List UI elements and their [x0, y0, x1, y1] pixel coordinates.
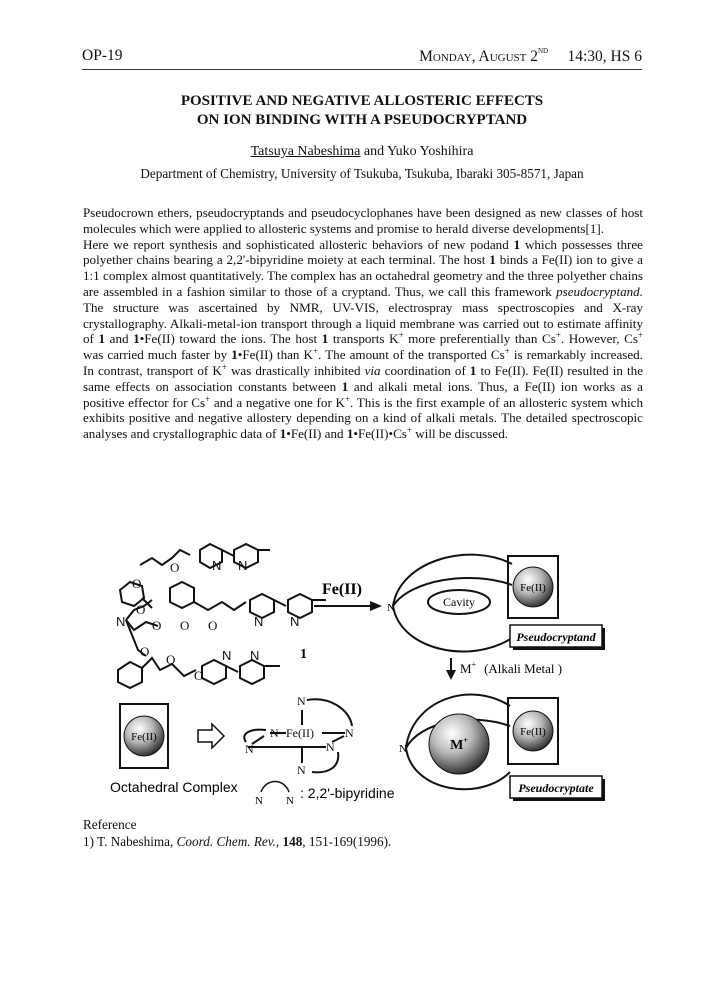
- octahedral-complex-label: Octahedral Complex: [110, 779, 238, 795]
- session-day: Monday, August 2: [419, 48, 538, 65]
- metal-arrow-head-icon: [446, 670, 456, 680]
- atom-n: N: [290, 614, 300, 629]
- metal-sphere-label: M+: [450, 736, 468, 753]
- atom-o: O: [180, 618, 190, 633]
- nitrogen-label: N: [387, 602, 395, 614]
- metal-arrow-label: M+ (Alkali Metal ): [460, 660, 563, 676]
- bipyridine-legend-label: : 2,2'-bipyridine: [300, 785, 395, 801]
- fe-sphere-label: Fe(II): [131, 731, 157, 743]
- atom-n: N: [326, 740, 335, 754]
- atom-o: O: [152, 618, 162, 633]
- scheme-svg: [100, 530, 640, 810]
- atom-o: O: [140, 644, 150, 659]
- open-arrow-icon: [198, 724, 224, 748]
- co-authors: and Yuko Yoshihira: [360, 144, 474, 159]
- page-header: [82, 47, 642, 70]
- octahedral-center-label: Fe(II): [286, 726, 314, 740]
- atom-o: O: [166, 652, 176, 667]
- atom-n: N: [345, 726, 354, 740]
- atom-n: N: [270, 726, 279, 740]
- pseudocryptand-label: Pseudocryptand: [516, 630, 596, 644]
- atom-o: O: [194, 668, 204, 683]
- atom-n: N: [222, 648, 232, 663]
- fe-sphere-label: Fe(II): [520, 582, 546, 594]
- title-line-2: ON ION BINDING WITH A PSEUDOCRYPTAND: [196, 112, 528, 128]
- fe-sphere-label: Fe(II): [520, 726, 546, 738]
- affiliation: Department of Chemistry, University of Tsukuba, Tsukuba, Ibaraki 305-8571, Japan: [140, 166, 584, 181]
- session-time: [419, 47, 642, 66]
- atom-o: O: [170, 560, 180, 575]
- atom-n: N: [212, 558, 222, 573]
- bipy-n-left: N: [255, 795, 263, 807]
- reference-heading: Reference: [83, 817, 137, 832]
- bipy-n-right: N: [286, 795, 294, 807]
- scheme-figure: [100, 530, 640, 810]
- abstract-paragraph-1: Pseudocrown ethers, pseudocryptands and pseudocyclophanes have been designed as new classes of host molecules which were applied to allosteric systems and promise to herald diverse developments[1].: [83, 205, 643, 236]
- pseudocryptate-label: Pseudocryptate: [518, 781, 594, 795]
- reaction-reagent-label: Fe(II): [322, 581, 362, 598]
- abstract: [83, 205, 643, 442]
- reference-item: 1) T. Nabeshima, Coord. Chem. Rev., 148, 151-169(1996).: [83, 834, 392, 849]
- atom-n: N: [297, 763, 306, 777]
- session-code: OP-19: [82, 47, 123, 64]
- atom-n: N: [238, 558, 248, 573]
- time-room: 14:30, HS 6: [567, 48, 642, 65]
- reaction-arrow-head-icon: [370, 601, 382, 611]
- atom-n: N: [116, 614, 126, 629]
- title-line-1: POSITIVE AND NEGATIVE ALLOSTERIC EFFECTS: [180, 93, 544, 109]
- atom-n: N: [250, 648, 260, 663]
- cavity-label: Cavity: [443, 595, 475, 609]
- compound-number: 1: [300, 647, 307, 662]
- abstract-paragraph-2: Here we report synthesis and sophisticated allosteric behaviors of new podand 1 which possesses three polyether chains bearing a 2,2'-bipyridine moiety at each terminal. The host 1 binds a Fe(II) ion to give a 1:1 complex almost quantitatively. The complex has an octahedral geometry and the three polyether chains are assembled in a fashion similar to those of a cryptand. Thus, we call this framework pseudocryptand. The structure was ascertained by NMR, UV-VIS, electrospray mass spectroscopies and X-ray crystallography. Alkali-metal-ion transport through a liquid membrane was carried out to estimate affinity of 1 and 1•Fe(II) toward the ions. The host 1 transports K+ more preferentially than Cs+. However, Cs+ was carried much faster by 1•Fe(II) than K+. The amount of the transported Cs+ is remarkably increased. In contrast, transport of K+ was drastically inhibited via coordination of 1 to Fe(II). Fe(II) resulted in the same effects on association constants between 1 and alkali metal ions. Thus, a Fe(II) ion works as a positive effector for Cs+ and a negative one for K+. This is the first example of an allosteric system which exhibits positive and negative allostery depending on a kind of alkali metals. The detailed spectroscopic analyses and crystallographic data of 1•Fe(II) and 1•Fe(II)•Cs+ will be discussed.: [83, 236, 644, 442]
- day-suffix: ND: [538, 47, 549, 55]
- atom-o: O: [132, 576, 142, 591]
- paper-title: [82, 92, 642, 130]
- presenting-author: Tatsuya Nabeshima: [250, 144, 361, 159]
- atom-n: N: [245, 742, 254, 756]
- authors: [82, 144, 642, 160]
- atom-o: O: [208, 618, 218, 633]
- references: [83, 816, 391, 850]
- atom-n: N: [254, 614, 264, 629]
- atom-n: N: [297, 694, 306, 708]
- atom-o: O: [136, 602, 146, 617]
- nitrogen-label: N: [399, 743, 407, 755]
- bipyridine-symbol-icon: [261, 782, 289, 793]
